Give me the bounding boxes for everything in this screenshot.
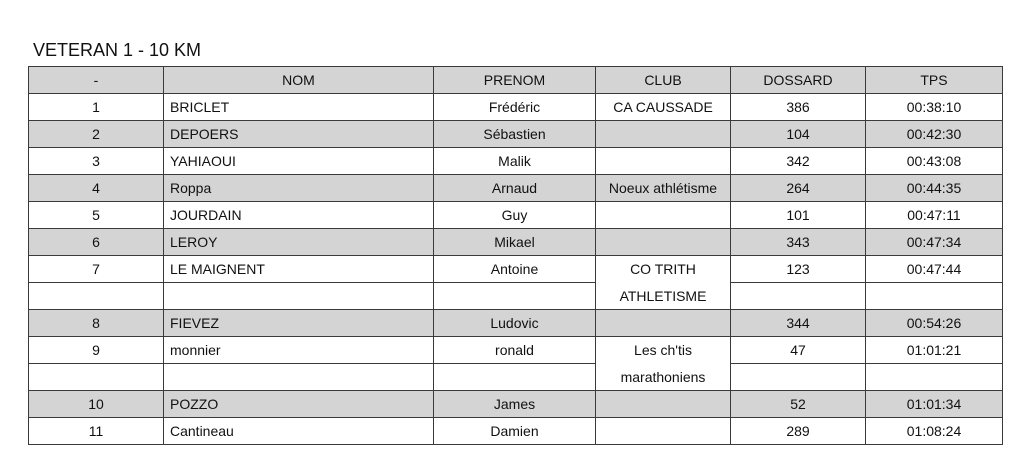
cell-empty: [164, 364, 434, 391]
table-row: [29, 202, 1003, 229]
cell-dossard: 264: [731, 175, 866, 202]
cell-rank: 2: [29, 121, 164, 148]
cell-prenom: ronald: [434, 337, 596, 364]
table-row: [29, 337, 1003, 364]
cell-nom: BRICLET: [164, 94, 434, 121]
table-row: [29, 148, 1003, 175]
table-row: [29, 391, 1003, 418]
cell-tps: 00:47:44: [866, 256, 1003, 283]
cell-rank: 11: [29, 418, 164, 445]
header-dossard: DOSSARD: [731, 67, 866, 94]
cell-rank: 7: [29, 256, 164, 283]
cell-rank: 4: [29, 175, 164, 202]
cell-dossard: 101: [731, 202, 866, 229]
cell-club: [596, 418, 731, 445]
cell-tps: 00:47:34: [866, 229, 1003, 256]
cell-nom: YAHIAOUI: [164, 148, 434, 175]
header-rank: -: [29, 67, 164, 94]
cell-prenom: Mikael: [434, 229, 596, 256]
cell-prenom: Frédéric: [434, 94, 596, 121]
cell-prenom: Antoine: [434, 256, 596, 283]
cell-rank: 9: [29, 337, 164, 364]
cell-rank: 3: [29, 148, 164, 175]
cell-nom: JOURDAIN: [164, 202, 434, 229]
table-row: [29, 94, 1003, 121]
cell-club: [596, 310, 731, 337]
cell-tps: 01:08:24: [866, 418, 1003, 445]
cell-dossard: 344: [731, 310, 866, 337]
cell-prenom: Damien: [434, 418, 596, 445]
cell-dossard: 47: [731, 337, 866, 364]
cell-prenom: Ludovic: [434, 310, 596, 337]
table-row: [29, 418, 1003, 445]
cell-rank: 10: [29, 391, 164, 418]
cell-nom: Cantineau: [164, 418, 434, 445]
cell-prenom: Arnaud: [434, 175, 596, 202]
cell-tps: 00:43:08: [866, 148, 1003, 175]
cell-nom: LEROY: [164, 229, 434, 256]
cell-club: [596, 148, 731, 175]
cell-prenom: Malik: [434, 148, 596, 175]
results-table: [28, 66, 1003, 445]
header-prenom: PRENOM: [434, 67, 596, 94]
cell-nom: Roppa: [164, 175, 434, 202]
table-row: [29, 229, 1003, 256]
cell-dossard: 123: [731, 256, 866, 283]
cell-prenom: James: [434, 391, 596, 418]
cell-empty: [434, 364, 596, 391]
cell-club: [596, 202, 731, 229]
cell-dossard: 52: [731, 391, 866, 418]
cell-club: [596, 229, 731, 256]
cell-rank: 5: [29, 202, 164, 229]
cell-empty: [29, 283, 164, 310]
cell-club-continued: ATHLETISME: [596, 283, 731, 310]
cell-tps: 00:38:10: [866, 94, 1003, 121]
cell-club: CA CAUSSADE: [596, 94, 731, 121]
table-row: [29, 121, 1003, 148]
cell-empty: [731, 364, 866, 391]
cell-prenom: Sébastien: [434, 121, 596, 148]
cell-empty: [866, 364, 1003, 391]
header-tps: TPS: [866, 67, 1003, 94]
cell-club: [596, 391, 731, 418]
cell-nom: POZZO: [164, 391, 434, 418]
cell-rank: 6: [29, 229, 164, 256]
cell-dossard: 343: [731, 229, 866, 256]
table-row: [29, 256, 1003, 283]
header-nom: NOM: [164, 67, 434, 94]
table-row: [29, 175, 1003, 202]
cell-empty: [29, 364, 164, 391]
header-club: CLUB: [596, 67, 731, 94]
cell-nom: LE MAIGNENT: [164, 256, 434, 283]
cell-tps: 01:01:34: [866, 391, 1003, 418]
cell-dossard: 342: [731, 148, 866, 175]
cell-nom: FIEVEZ: [164, 310, 434, 337]
cell-nom: monnier: [164, 337, 434, 364]
cell-club: [596, 121, 731, 148]
cell-rank: 1: [29, 94, 164, 121]
cell-empty: [731, 283, 866, 310]
cell-nom: DEPOERS: [164, 121, 434, 148]
cell-club: CO TRITH: [596, 256, 731, 283]
cell-empty: [164, 283, 434, 310]
cell-tps: 01:01:21: [866, 337, 1003, 364]
table-row-continuation: [29, 283, 1003, 310]
cell-dossard: 289: [731, 418, 866, 445]
cell-rank: 8: [29, 310, 164, 337]
cell-club: Noeux athlétisme: [596, 175, 731, 202]
cell-tps: 00:54:26: [866, 310, 1003, 337]
cell-tps: 00:42:30: [866, 121, 1003, 148]
cell-club-continued: marathoniens: [596, 364, 731, 391]
table-header-row: [29, 67, 1003, 94]
cell-club: Les ch'tis: [596, 337, 731, 364]
cell-tps: 00:47:11: [866, 202, 1003, 229]
table-row: [29, 310, 1003, 337]
cell-prenom: Guy: [434, 202, 596, 229]
cell-empty: [866, 283, 1003, 310]
table-row-continuation: [29, 364, 1003, 391]
cell-dossard: 104: [731, 121, 866, 148]
cell-dossard: 386: [731, 94, 866, 121]
page-title: VETERAN 1 - 10 KM: [33, 40, 202, 60]
cell-tps: 00:44:35: [866, 175, 1003, 202]
cell-empty: [434, 283, 596, 310]
